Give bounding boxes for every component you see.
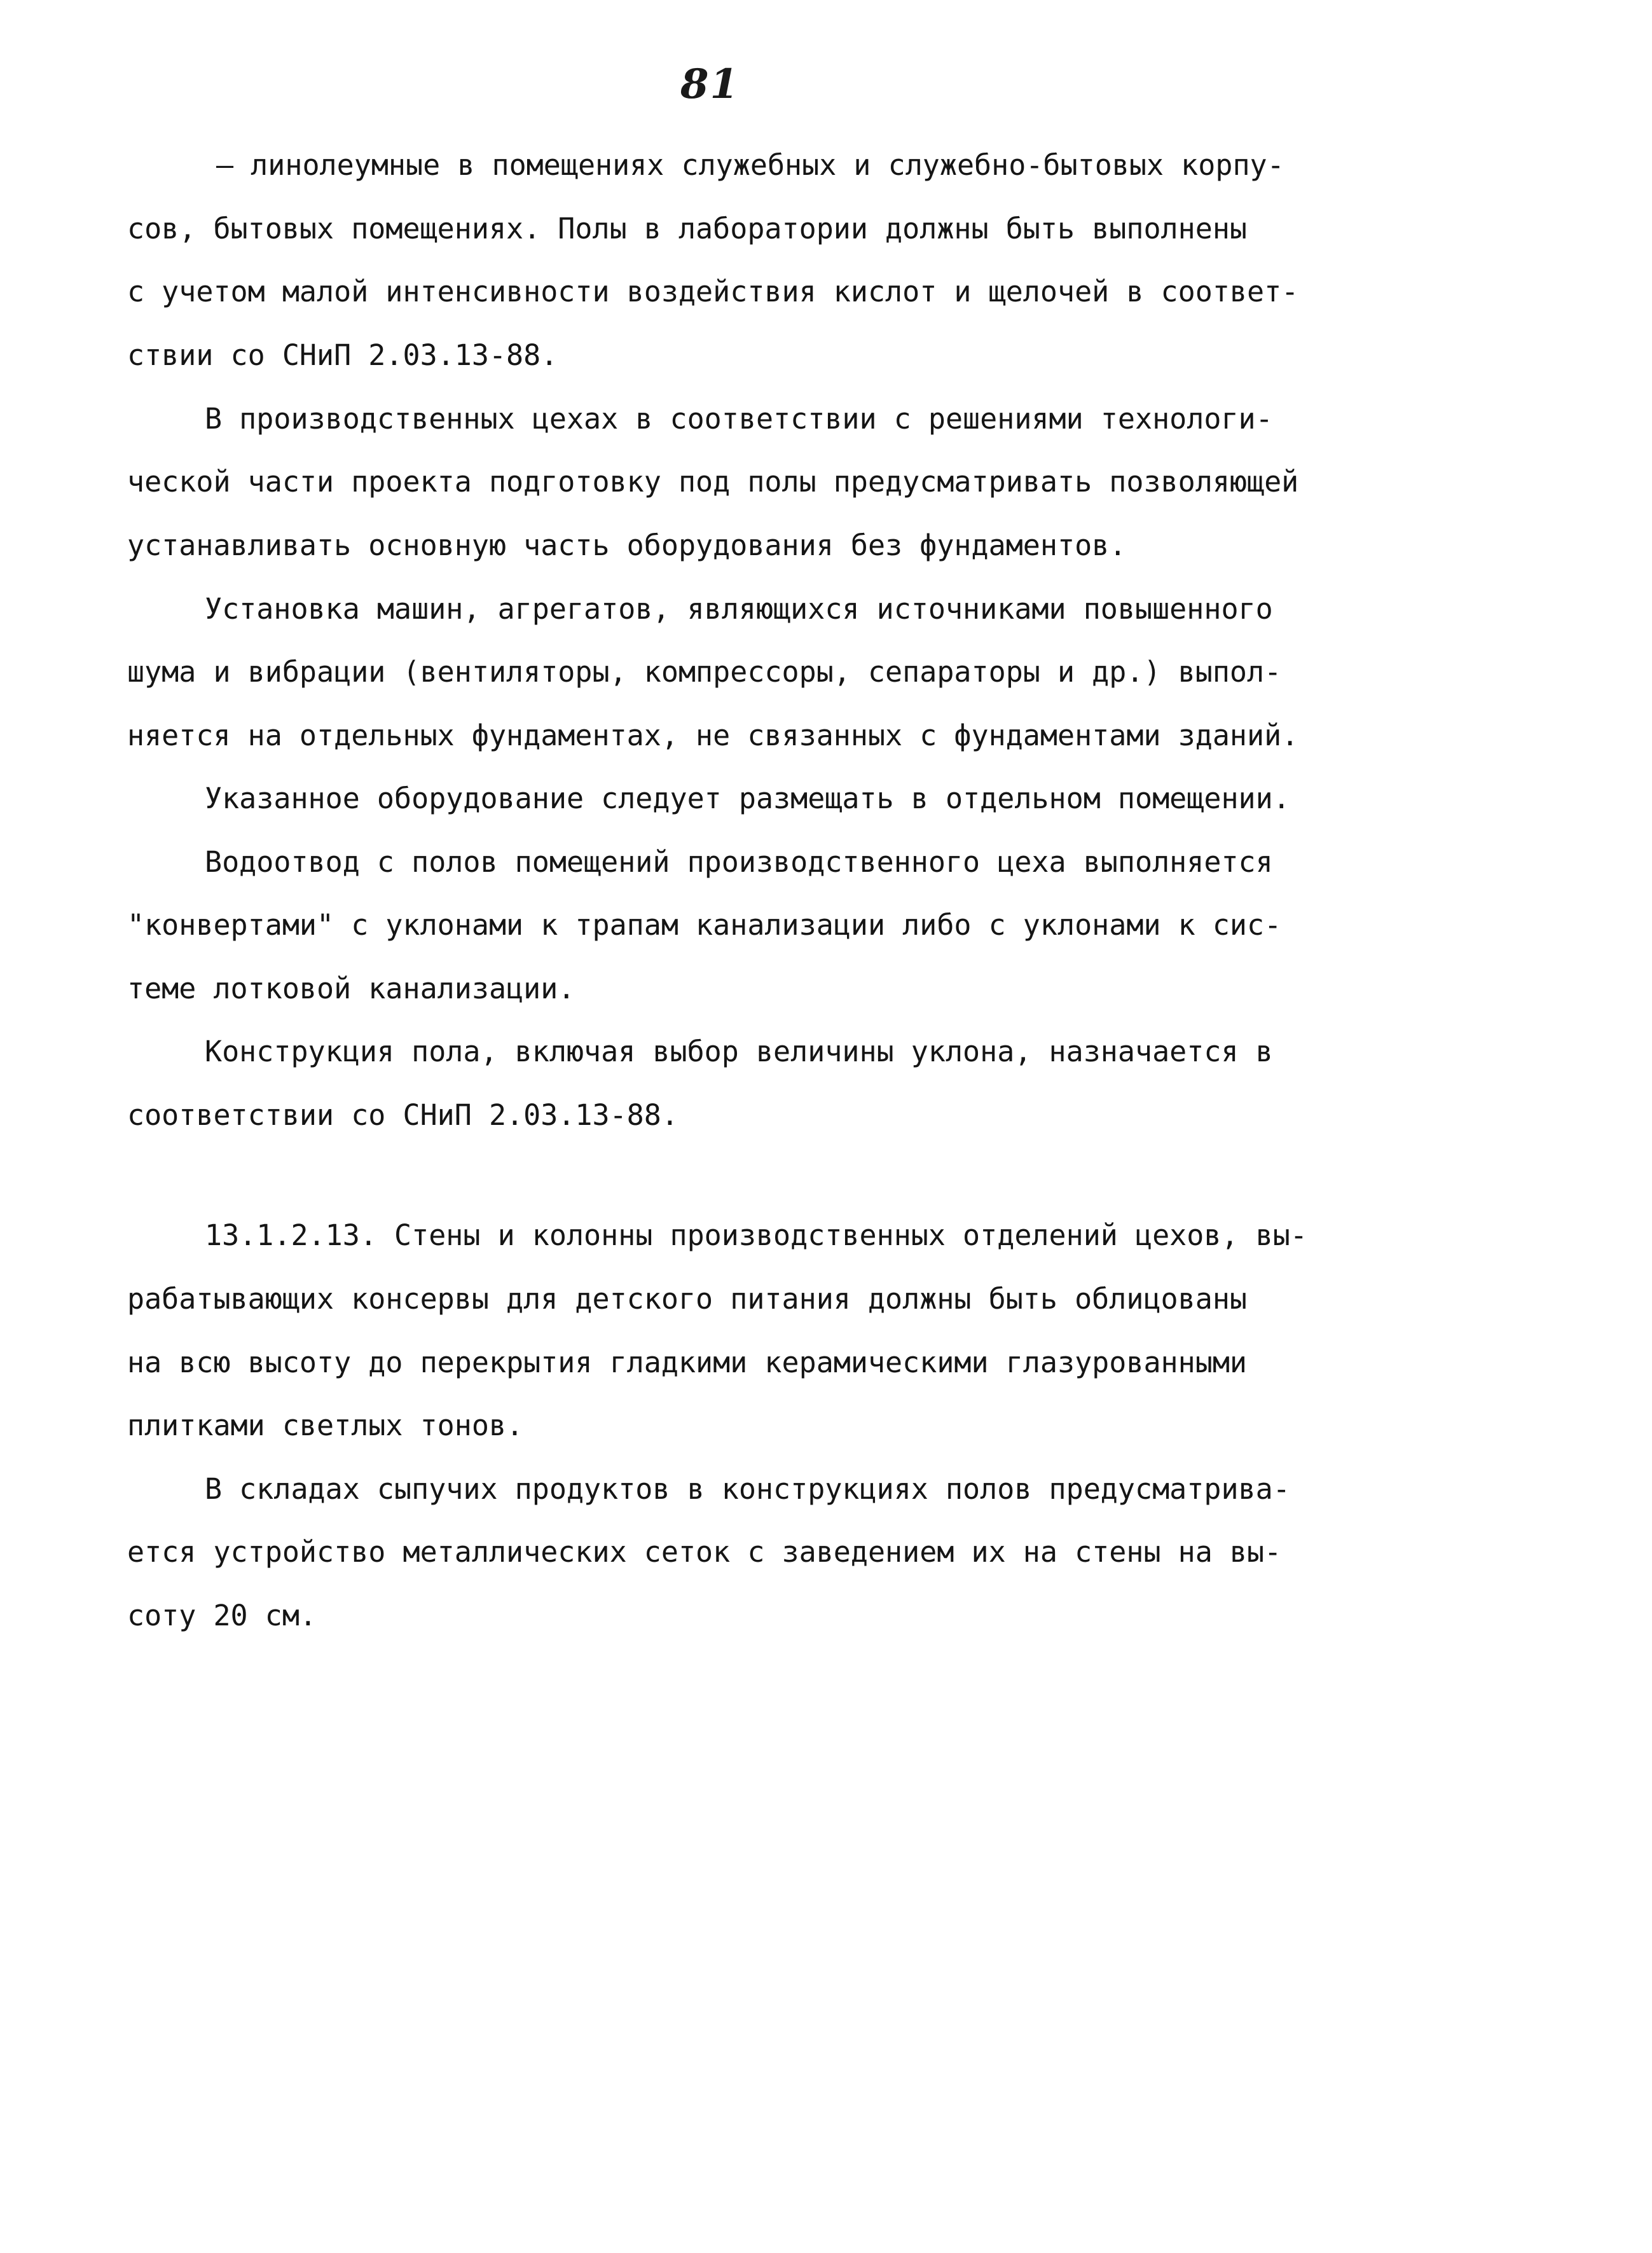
text-line: В складах сыпучих продуктов в конструкциях полов предусматрива- bbox=[205, 1472, 1290, 1506]
text-line: соту 20 см. bbox=[127, 1599, 317, 1632]
text-line: В производственных цехах в соответствии с решениями технологи- bbox=[205, 402, 1273, 436]
text-line: ется устройство металлических сеток с заведением их на стены на вы- bbox=[127, 1535, 1282, 1569]
text-line: ческой части проекта подготовку под полы предусматривать позволяющей bbox=[127, 465, 1299, 499]
text-line: устанавливать основную часть оборудования без фундаментов. bbox=[127, 528, 1127, 562]
text-line: теме лотковой канализации. bbox=[127, 972, 575, 1005]
text-line: Установка машин, агрегатов, являющихся источниками повышенного bbox=[205, 592, 1273, 626]
text-line: Конструкция пола, включая выбор величины уклона, назначается в bbox=[205, 1035, 1273, 1068]
text-line: Водоотвод с полов помещений производственного цеха выполняется bbox=[205, 845, 1273, 879]
text-line: на всю высоту до перекрытия гладкими керамическими глазурованными bbox=[127, 1346, 1247, 1379]
text-line: – линолеумные в помещениях служебных и служебно-бытовых корпу- bbox=[216, 148, 1284, 182]
page-number: 81 bbox=[680, 60, 740, 108]
text-line: шума и вибрации (вентиляторы, компрессоры, сепараторы и др.) выпол- bbox=[127, 655, 1282, 689]
text-line: соответствии со СНиП 2.03.13-88. bbox=[127, 1098, 678, 1132]
text-line: сов, бытовых помещениях. Полы в лаборатории должны быть выполнены bbox=[127, 212, 1247, 245]
text-line: рабатывающих консервы для детского питания должны быть облицованы bbox=[127, 1282, 1247, 1316]
text-line: с учетом малой интенсивности воздействия кислот и щелочей в соответ- bbox=[127, 275, 1299, 308]
section-heading-line: 13.1.2.13. Стены и колонны производственных отделений цехов, вы- bbox=[205, 1218, 1307, 1252]
text-line: Указанное оборудование следует размещать в отдельном помещении. bbox=[205, 782, 1290, 815]
text-line: "конвертами" с уклонами к трапам канализации либо с уклонами к сис- bbox=[127, 908, 1282, 942]
text-line: плитками светлых тонов. bbox=[127, 1409, 524, 1442]
text-line: няется на отдельных фундаментах, не связанных с фундаментами зданий. bbox=[127, 719, 1299, 752]
text-line: ствии со СНиП 2.03.13-88. bbox=[127, 338, 558, 372]
